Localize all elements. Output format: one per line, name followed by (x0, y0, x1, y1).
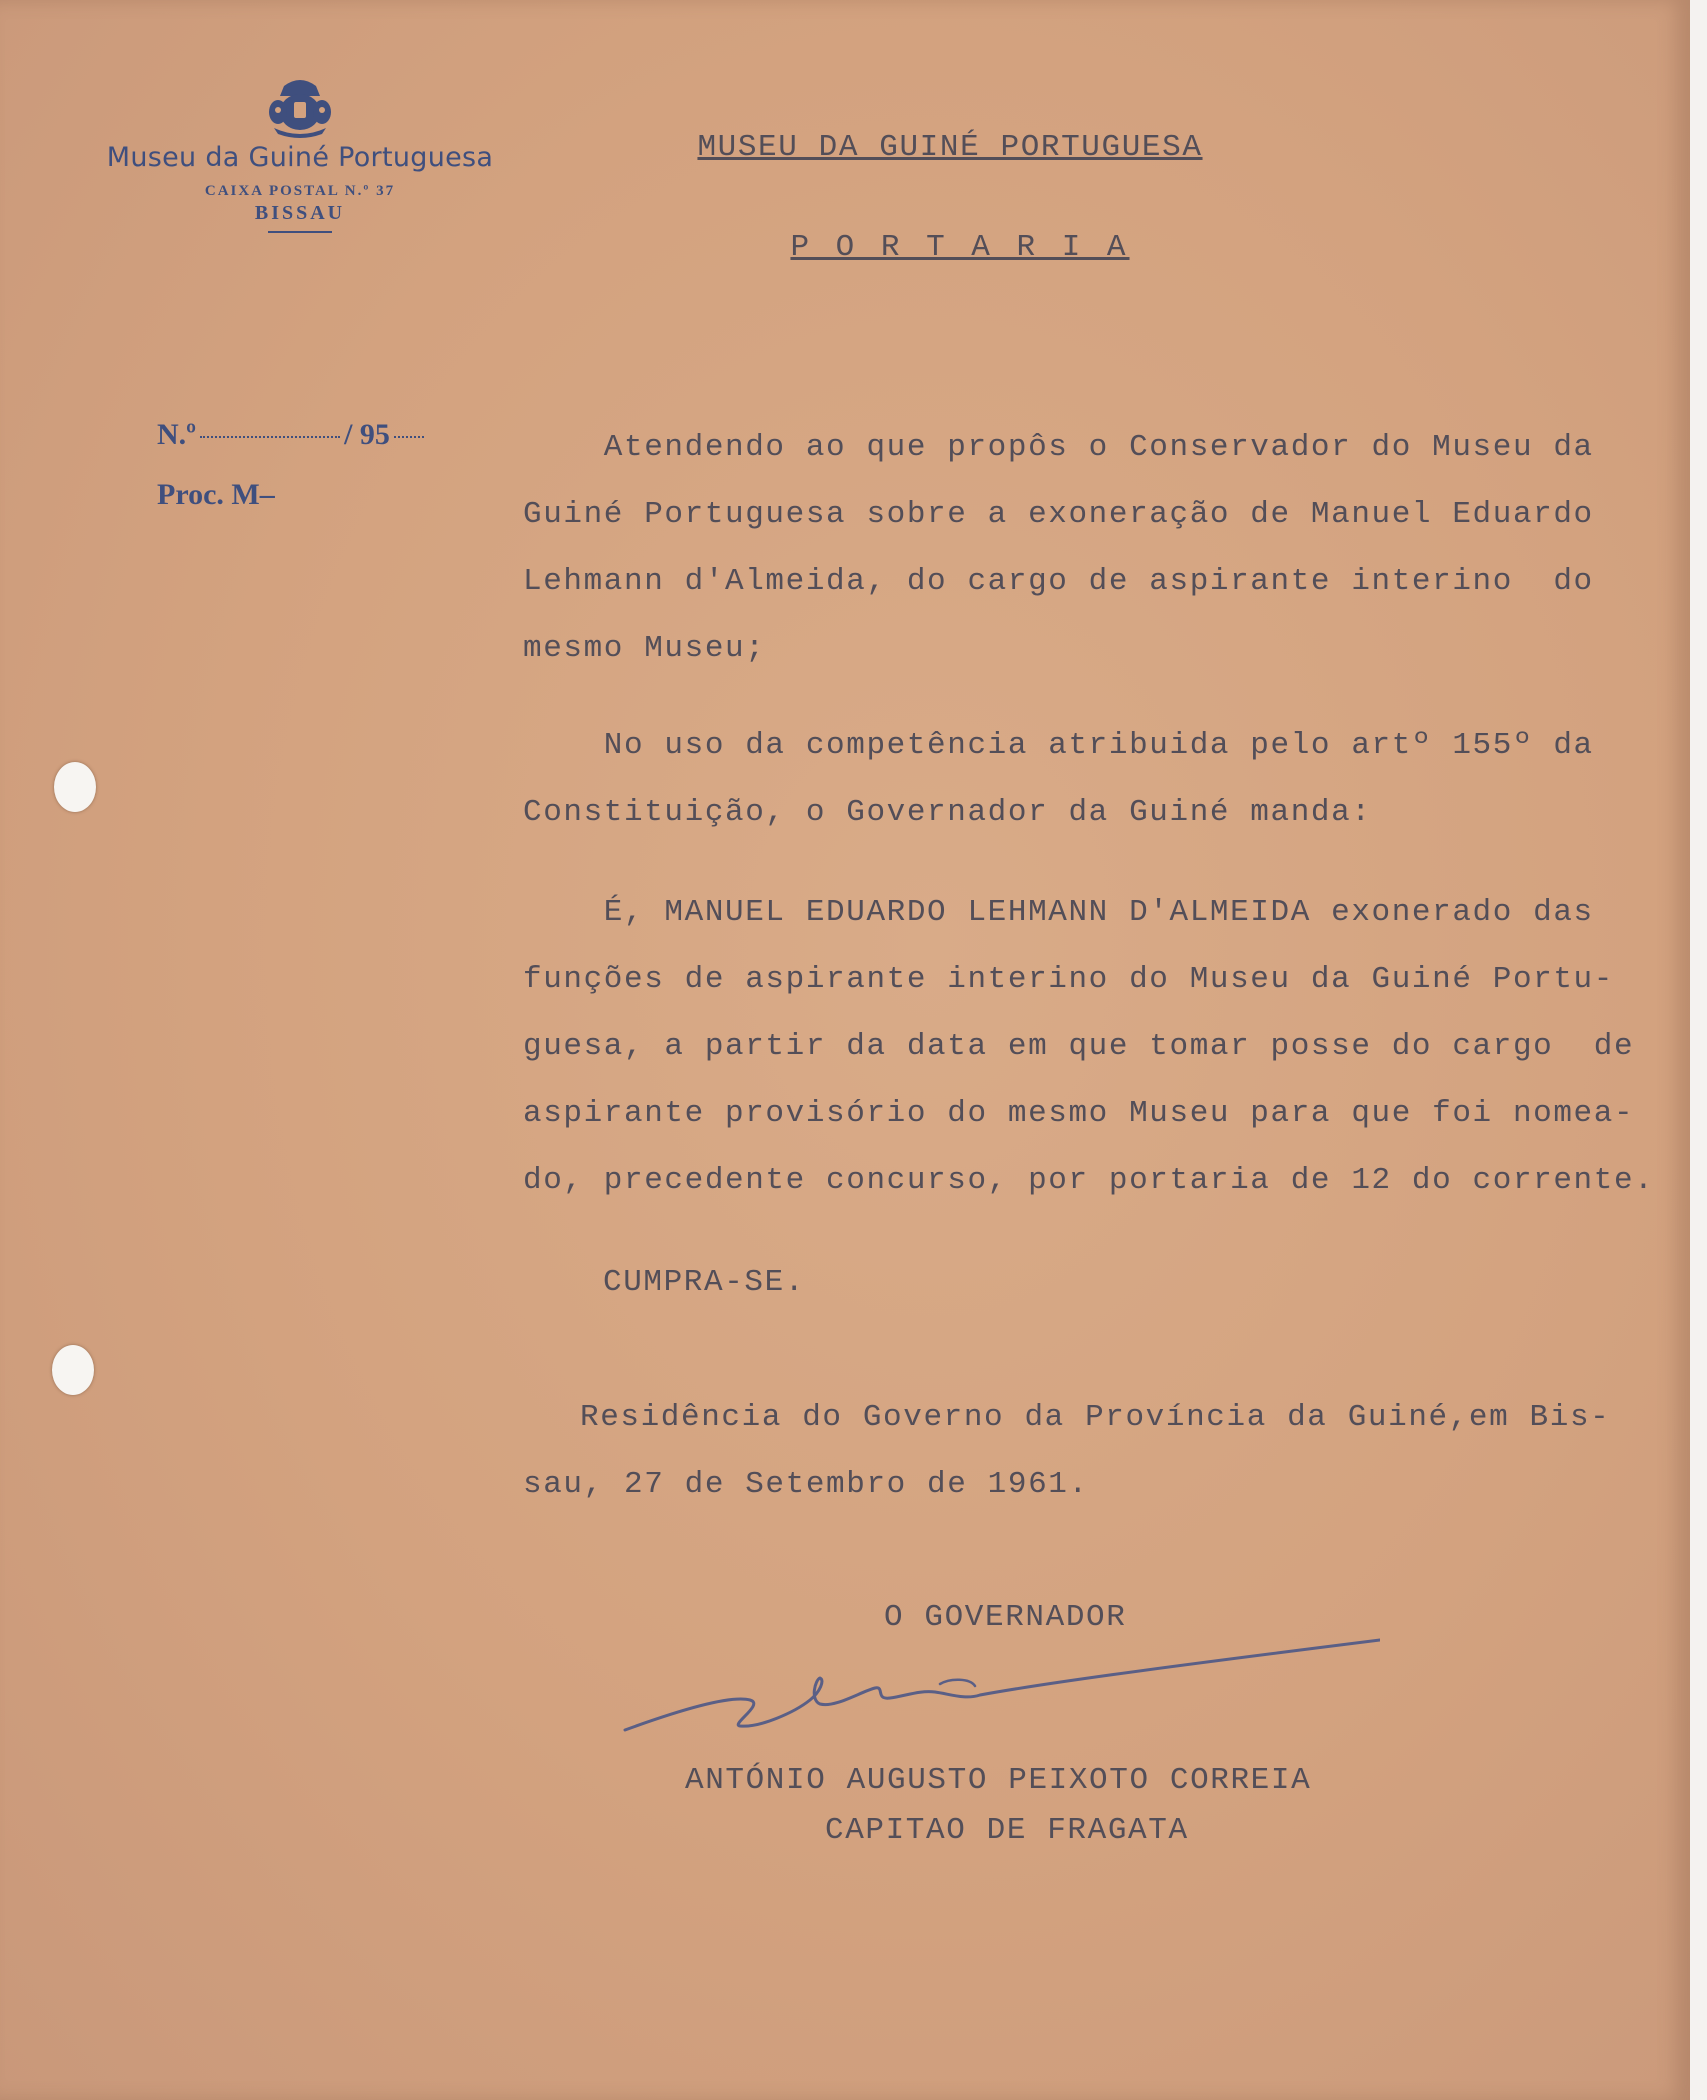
body-line: Lehmann d'Almeida, do cargo de aspirante interino do (523, 564, 1594, 599)
process-reference: Proc. M– (157, 478, 275, 511)
signatory-name: ANTÓNIO AUGUSTO PEIXOTO CORREIA (685, 1763, 1312, 1798)
cumpra-se: CUMPRA-SE. (603, 1265, 806, 1300)
letterhead-name: Museu da Guiné Portuguesa (106, 142, 494, 173)
punch-hole-top (54, 762, 96, 812)
body-line: do, precedente concurso, por portaria de 12 do corrente. (523, 1163, 1655, 1198)
handwritten-signature (620, 1600, 1380, 1750)
date-line: Residência do Governo da Província da Guiné,em Bis- (580, 1400, 1611, 1435)
body-line: aspirante provisório do mesmo Museu para que foi nomea- (523, 1096, 1635, 1131)
body-line: Atendendo ao que propôs o Conservador do Museu da (523, 430, 1594, 465)
date-line: sau, 27 de Setembro de 1961. (523, 1467, 1089, 1502)
letterhead (80, 78, 520, 233)
scan-margin (1690, 0, 1707, 2100)
number-blank-tail (394, 436, 424, 438)
number-prefix: N.º (157, 418, 197, 451)
signatory-role: O GOVERNADOR (884, 1600, 1127, 1635)
punch-hole-bottom (52, 1345, 94, 1395)
body-line: Constituição, o Governador da Guiné manda: (523, 795, 1372, 830)
body-line: funções de aspirante interino do Museu da Guiné Portu- (523, 962, 1614, 997)
reference-number (157, 418, 428, 452)
signatory-rank: CAPITAO DE FRAGATA (825, 1813, 1189, 1848)
body-line: É, MANUEL EDUARDO LEHMANN D'ALMEIDA exonerado das (523, 895, 1594, 930)
coat-of-arms-icon (264, 78, 336, 138)
number-suffix: / 95 (344, 418, 390, 451)
body-line: No uso da competência atribuida pelo artº 155º da (523, 728, 1594, 763)
letterhead-rule (268, 231, 332, 233)
number-blank (200, 436, 340, 438)
body-line: Guiné Portuguesa sobre a exoneração de Manuel Eduardo (523, 497, 1594, 532)
letterhead-postal-box: CAIXA POSTAL N.º 37 (204, 183, 396, 199)
body-line: guesa, a partir da data em que tomar posse do cargo de (523, 1029, 1635, 1064)
institution-heading: MUSEU DA GUINÉ PORTUGUESA (697, 130, 1203, 165)
letterhead-city: BISSAU (254, 202, 346, 224)
document-title: P O R T A R I A (790, 230, 1130, 265)
body-line: mesmo Museu; (523, 631, 766, 666)
